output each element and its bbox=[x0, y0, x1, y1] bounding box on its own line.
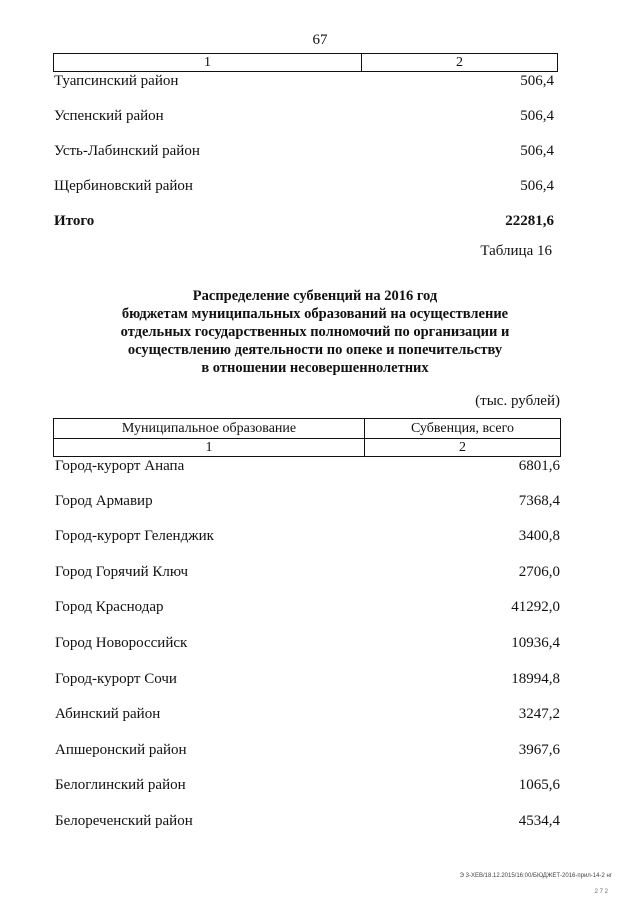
table-row-label: Апшеронский район bbox=[55, 742, 187, 758]
table-row-value: 10936,4 bbox=[511, 635, 560, 651]
heading-line: в отношении несовершеннолетних bbox=[201, 360, 429, 376]
footer-mark: 2 7 2 bbox=[594, 889, 608, 895]
heading-line: Распределение субвенций на 2016 год bbox=[192, 288, 438, 304]
table-row-value: 6801,6 bbox=[518, 458, 560, 474]
column-header-municipality: Муниципальное образование bbox=[54, 419, 365, 439]
table-row-value: 506,4 bbox=[520, 178, 554, 194]
table-row-value: 7368,4 bbox=[518, 493, 560, 509]
table-heading bbox=[60, 287, 570, 377]
column-header-subvention: Субвенция, всего bbox=[365, 419, 561, 439]
footer-code: Э 3-ХЕВ/18.12.2015/16:00/БЮДЖЕТ-2016-прил-14-2 нг bbox=[459, 873, 612, 879]
unit-label: (тыс. рублей) bbox=[475, 393, 560, 409]
table-number: Таблица 16 bbox=[480, 243, 552, 259]
table-row-label: Усть-Лабинский район bbox=[54, 143, 200, 159]
total-value: 22281,6 bbox=[505, 213, 554, 229]
table-row-label: Успенский район bbox=[54, 108, 164, 124]
table-row-value: 4534,4 bbox=[518, 813, 560, 829]
table-row-label: Город-курорт Геленджик bbox=[55, 528, 214, 544]
heading-line: осуществлению деятельности по опеке и попечительству bbox=[127, 342, 503, 358]
top-col-number-1: 1 bbox=[54, 54, 362, 72]
table-row-label: Город Краснодар bbox=[55, 599, 164, 615]
heading-line: отдельных государственных полномочий по организации и bbox=[120, 324, 510, 340]
table-row-label: Город Армавир bbox=[55, 493, 153, 509]
top-table-header bbox=[53, 53, 558, 72]
table-row-value: 506,4 bbox=[520, 143, 554, 159]
col-number-1: 1 bbox=[54, 439, 365, 457]
main-table-header bbox=[53, 418, 561, 457]
table-row-value: 1065,6 bbox=[518, 777, 560, 793]
table-row-label: Город Горячий Ключ bbox=[55, 564, 189, 580]
col-number-2: 2 bbox=[365, 439, 561, 457]
top-col-number-2: 2 bbox=[362, 54, 558, 72]
table-row-label: Город-курорт Анапа bbox=[55, 458, 185, 474]
table-row-label: Туапсинский район bbox=[54, 73, 179, 89]
heading-line: бюджетам муниципальных образований на осуществление bbox=[121, 306, 509, 322]
page-number: 67 bbox=[312, 32, 328, 48]
table-row-label: Абинский район bbox=[55, 706, 161, 722]
total-label: Итого bbox=[54, 213, 95, 229]
table-row-value: 506,4 bbox=[520, 108, 554, 124]
table-row-value: 41292,0 bbox=[511, 599, 560, 615]
table-row-value: 506,4 bbox=[520, 73, 554, 89]
table-row-label: Город Новороссийск bbox=[55, 635, 188, 651]
table-row-label: Щербиновский район bbox=[54, 178, 193, 194]
table-row-label: Город-курорт Сочи bbox=[55, 671, 177, 687]
table-row-label: Белоглинский район bbox=[55, 777, 186, 793]
table-row-value: 3400,8 bbox=[518, 528, 560, 544]
table-row-value: 3247,2 bbox=[518, 706, 560, 722]
table-row-value: 18994,8 bbox=[511, 671, 560, 687]
table-row-label: Белореченский район bbox=[55, 813, 193, 829]
table-row-value: 3967,6 bbox=[518, 742, 560, 758]
table-row-value: 2706,0 bbox=[518, 564, 560, 580]
